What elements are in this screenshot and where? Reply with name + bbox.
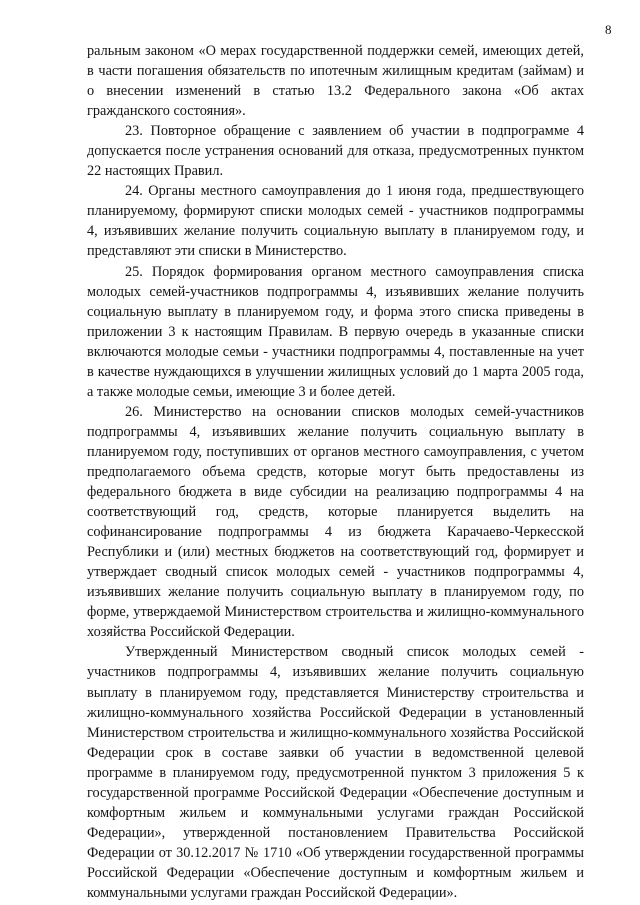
paragraph-item-26: 26. Министерство на основании списков молодых семей-участников подпрограммы 4, изъявивших желание получить социальную выплату в планируемом году, поступивших от органов местного самоуправления, с учетом предполагаемого объема средств, которые могут быть предоставлены из федерального бюджета в виде субсидии на реализацию подпрограммы 4 на соответствующий год, средств, которые планируется выделить на софинансирование подпрограммы 4 из бюджета Карачаево-Черкесской Республики и (или) местных бюджетов на соответствующий год, формирует и утверждает сводный список молодых семей - участников подпрограммы 4, изъявивших желание получить социальную выплату в планируемом году, по форме, утверждаемой Министерством строительства и жилищно-коммунального хозяйства Российской Федерации.	[87, 403, 584, 641]
paragraph-item-25: 25. Порядок формирования органом местного самоуправления списка молодых семей-участников подпрограммы 4, изъявивших желание получить социальную выплату в планируемом году, и форма этого списка приведены в приложении 3 к настоящим Правилам. В первую очередь в указанные списки включаются молодые семьи - участники подпрограммы 4, поставленные на учет в качестве нуждающихся в улучшении жилищных условий до 1 марта 2005 года, а также молодые семьи, имеющие 3 и более детей.	[87, 263, 584, 400]
page-number: 8	[605, 22, 612, 37]
paragraph-item-24: 24. Органы местного самоуправления до 1 июня года, предшествующего планируемому, формируют списки молодых семей - участников подпрограммы 4, изъявивших желание получить социальную выплату в планируемом году, и представляют эти списки в Министерство.	[87, 183, 584, 260]
paragraph-continuation: ральным законом «О мерах государственной поддержки семей, имеющих детей, в части погашения обязательств по ипотечным жилищным кредитам (займам) и о внесении изменений в статью 13.2 Федерального закона «Об актах гражданского состояния».	[87, 43, 584, 120]
document-body	[87, 41, 584, 903]
paragraph-item-23: 23. Повторное обращение с заявлением об участии в подпрограмме 4 допускается после устранения оснований для отказа, предусмотренных пунктом 22 настоящих Правил.	[87, 123, 584, 180]
paragraph-item-26-approved-list: Утвержденный Министерством сводный список молодых семей - участников подпрограммы 4, изъявивших желание получить социальную выплату в планируемом году, представляется Министерству строительства и жилищно-коммунального хозяйства Российской Федерации в установленный Министерством строительства и жилищно-коммунального хозяйства Российской Федерации срок в составе заявки об участии в ведомственной целевой программе в планируемом году, предусмотренной пунктом 3 приложения 5 к государственной программе Российской Федерации «Обеспечение доступным и комфортным жильем и коммунальными услугами граждан Российской Федерации», утвержденной постановлением Правительства Российской Федерации от 30.12.2017 № 1710 «Об утверждении государственной программы Российской Федерации «Обеспечение доступным и комфортным жильем и коммунальными услугами граждан Российской Федерации».	[87, 644, 584, 901]
